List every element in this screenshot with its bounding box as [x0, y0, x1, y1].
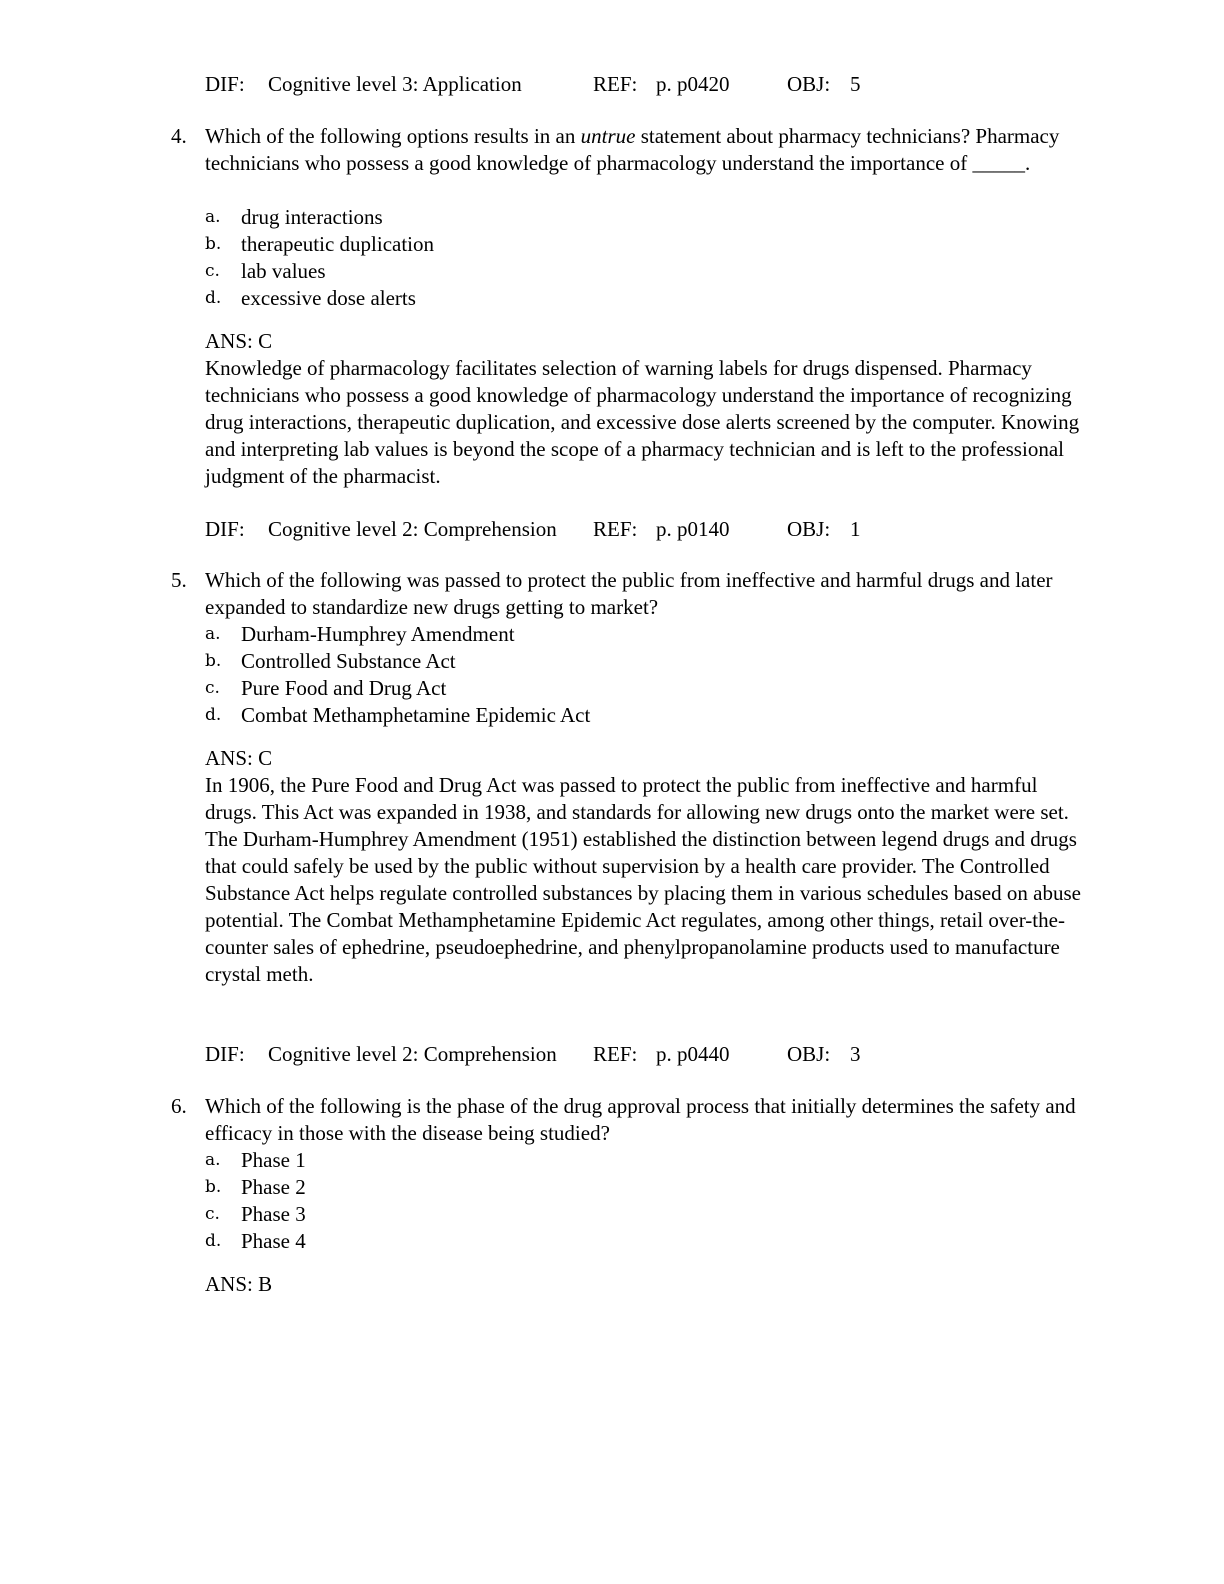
option-letter: b. [205, 234, 222, 254]
option-letter: a. [205, 1150, 221, 1170]
ref-label: REF: [593, 517, 638, 541]
option [205, 1147, 1085, 1174]
option-letter: a. [205, 207, 221, 227]
rationale: Knowledge of pharmacology facilitates selection of warning labels for drugs dispensed. Pharmacy technicians who possess a good knowledge of pharmacology understand the importance of recognizing drug interactions, therapeutic duplication, and excessive dose alerts screened by the computer. Knowing and interpreting lab values is beyond the scope of a pharmacy technician and is left to the professional judgment of the pharmacist. [205, 356, 1080, 488]
option [205, 675, 1085, 702]
option-text: Phase 2 [241, 1175, 306, 1199]
options-list [205, 204, 1085, 312]
option-letter: d. [205, 705, 222, 725]
option [205, 648, 1085, 675]
obj-value: 3 [850, 1042, 861, 1066]
obj-label: OBJ: [787, 1042, 831, 1066]
ref-value: p. p0420 [656, 72, 730, 96]
answer-block [205, 745, 1085, 988]
option-letter: c. [205, 261, 220, 281]
question-stem [205, 123, 1085, 177]
option-text: therapeutic duplication [241, 232, 435, 256]
option-text: Combat Methamphetamine Epidemic Act [241, 703, 591, 727]
question-stem: Which of the following was passed to protect the public from ineffective and harmful drugs and later expanded to standardize new drugs getting to market? [205, 568, 1053, 619]
option-letter: d. [205, 1231, 222, 1251]
stem-before: Which of the following options results in an [205, 124, 581, 148]
ref-value: p. p0440 [656, 1042, 730, 1066]
obj-label: OBJ: [787, 517, 831, 541]
dif-value: Cognitive level 2: Comprehension [268, 1042, 557, 1066]
question-number: 4. [171, 124, 187, 148]
option-text: excessive dose alerts [241, 286, 416, 310]
option [205, 231, 1085, 258]
option-letter: c. [205, 1204, 220, 1224]
rationale: In 1906, the Pure Food and Drug Act was passed to protect the public from ineffective and harmful drugs. This Act was expanded in 1938, and standards for allowing new drugs onto the market were set. The Durham-Humphrey Amendment (1951) established the distinction between legend drugs and drugs that could safely be used by the public without supervision by a health care provider. The Controlled Substance Act helps regulate controlled substances by placing them in various schedules based on abuse potential. The Combat Methamphetamine Epidemic Act regulates, among other things, retail over-the-counter sales of ephedrine, pseudoephedrine, and phenylpropanolamine products used to manufacture crystal meth. [205, 773, 1081, 986]
obj-label: OBJ: [787, 72, 831, 96]
option [205, 621, 1085, 648]
obj-value: 1 [850, 517, 861, 541]
options-list [205, 621, 1085, 729]
option-text: Phase 1 [241, 1148, 306, 1172]
dif-label: DIF: [205, 1042, 245, 1066]
stem-after: statement about pharmacy technicians? Pharmacy technicians who possess a good knowledge of pharmacology understand the importance of _____. [205, 124, 1060, 175]
dif-label: DIF: [205, 72, 245, 96]
answer-block [205, 1271, 1085, 1298]
dif-value: Cognitive level 3: Application [268, 72, 522, 96]
dif-value: Cognitive level 2: Comprehension [268, 517, 557, 541]
question-number: 6. [171, 1094, 187, 1118]
option-letter: d. [205, 288, 222, 308]
obj-value: 5 [850, 72, 861, 96]
dif-label: DIF: [205, 517, 245, 541]
ref-value: p. p0140 [656, 517, 730, 541]
ref-label: REF: [593, 72, 638, 96]
answer-key: ANS: C [205, 329, 273, 353]
answer-key: ANS: C [205, 746, 273, 770]
option [205, 1201, 1085, 1228]
stem-emphasis: untrue [580, 124, 636, 148]
option [205, 1228, 1085, 1255]
option [205, 1174, 1085, 1201]
option-letter: b. [205, 651, 222, 671]
answer-block [205, 328, 1085, 490]
question-stem: Which of the following is the phase of the drug approval process that initially determines the safety and efficacy in those with the disease being studied? [205, 1094, 1076, 1145]
answer-key: ANS: B [205, 1272, 273, 1296]
option-letter: c. [205, 678, 220, 698]
option-text: drug interactions [241, 205, 383, 229]
options-list [205, 1147, 1085, 1255]
ref-label: REF: [593, 1042, 638, 1066]
option [205, 702, 1085, 729]
option [205, 285, 1085, 312]
option-letter: a. [205, 624, 221, 644]
option-text: Controlled Substance Act [241, 649, 456, 673]
option [205, 258, 1085, 285]
option-text: Pure Food and Drug Act [241, 676, 447, 700]
option-text: lab values [241, 259, 326, 283]
option-text: Phase 3 [241, 1202, 306, 1226]
option-text: Phase 4 [241, 1229, 306, 1253]
question-number: 5. [171, 568, 187, 592]
option-letter: b. [205, 1177, 222, 1197]
option-text: Durham-Humphrey Amendment [241, 622, 515, 646]
option [205, 204, 1085, 231]
